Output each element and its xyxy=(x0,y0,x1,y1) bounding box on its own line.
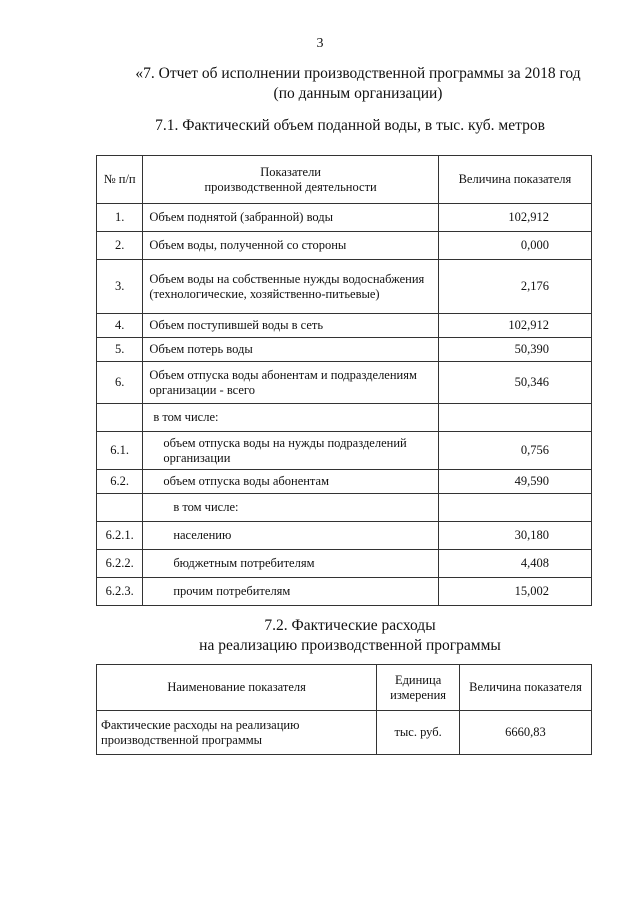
row-num: 6.2.1. xyxy=(97,522,143,550)
table-row xyxy=(97,232,592,260)
row-value xyxy=(438,404,591,432)
water-volume-table xyxy=(96,155,592,606)
row-name: объем отпуска воды на нужды подразделений организации xyxy=(143,432,439,470)
table-row xyxy=(97,314,592,338)
header-indicator xyxy=(143,156,439,204)
row-name: Объем отпуска воды абонентам и подразделениям организации - всего xyxy=(143,362,439,404)
row-name: Объем поднятой (забранной) воды xyxy=(143,204,439,232)
expenses-table xyxy=(96,664,592,755)
header-value: Величина показателя xyxy=(438,156,591,204)
table-row xyxy=(97,404,592,432)
row-value xyxy=(438,494,591,522)
section-2-title xyxy=(170,616,530,656)
table-row xyxy=(97,338,592,362)
row-num: 4. xyxy=(97,314,143,338)
row-num: 6.2.3. xyxy=(97,578,143,606)
row-value: 50,346 xyxy=(438,362,591,404)
row-num xyxy=(97,404,143,432)
row-name: Объем воды, полученной со стороны xyxy=(143,232,439,260)
row-name: в том числе: xyxy=(143,494,439,522)
table-row xyxy=(97,204,592,232)
row-num xyxy=(97,494,143,522)
header-unit-line-2: измерения xyxy=(390,687,447,702)
header-unit-line-1: Единица xyxy=(394,672,442,687)
header-value: Величина показателя xyxy=(459,665,591,711)
row-num: 6. xyxy=(97,362,143,404)
header-indicator-line-1: Показатели xyxy=(260,164,321,179)
section-2-title-line-2: на реализацию производственной программы xyxy=(199,637,501,654)
header-indicator-line-2: производственной деятельности xyxy=(204,179,377,194)
row-num: 2. xyxy=(97,232,143,260)
title-line-1: «7. Отчет об исполнении производственной программы за 2018 год xyxy=(135,65,581,82)
title-line-2: (по данным организации) xyxy=(273,85,443,102)
document-title xyxy=(118,64,598,104)
row-name: в том числе: xyxy=(143,404,439,432)
row-value: 2,176 xyxy=(438,260,591,314)
row-value: 4,408 xyxy=(438,550,591,578)
row-num: 5. xyxy=(97,338,143,362)
row-name: бюджетным потребителям xyxy=(143,550,439,578)
section-1-title: 7.1. Фактический объем поданной воды, в тыс. куб. метров xyxy=(155,117,545,134)
table-header-row xyxy=(97,665,592,711)
row-num: 6.2.2. xyxy=(97,550,143,578)
table-row xyxy=(97,470,592,494)
row-num: 6.2. xyxy=(97,470,143,494)
section-2-title-line-1: 7.2. Фактические расходы xyxy=(264,617,436,634)
row-name: объем отпуска воды абонентам xyxy=(143,470,439,494)
header-num: № п/п xyxy=(97,156,143,204)
row-value: 0,000 xyxy=(438,232,591,260)
table-header-row xyxy=(97,156,592,204)
header-unit xyxy=(377,665,460,711)
row-name: Объем воды на собственные нужды водоснабжения (технологические, хозяйственно-питьевые) xyxy=(143,260,439,314)
row-value: 6660,83 xyxy=(459,711,591,755)
row-num: 1. xyxy=(97,204,143,232)
row-name: Фактические расходы на реализацию производственной программы xyxy=(97,711,377,755)
table-row xyxy=(97,260,592,314)
table-row xyxy=(97,550,592,578)
page-number: 3 xyxy=(316,36,324,51)
row-value: 30,180 xyxy=(438,522,591,550)
table-row xyxy=(97,522,592,550)
table-row xyxy=(97,578,592,606)
row-unit: тыс. руб. xyxy=(377,711,460,755)
row-name: Объем поступившей воды в сеть xyxy=(143,314,439,338)
row-name: Объем потерь воды xyxy=(143,338,439,362)
header-indicator-name: Наименование показателя xyxy=(97,665,377,711)
table-row xyxy=(97,362,592,404)
row-name: населению xyxy=(143,522,439,550)
row-value: 49,590 xyxy=(438,470,591,494)
row-num: 6.1. xyxy=(97,432,143,470)
row-value: 15,002 xyxy=(438,578,591,606)
row-num: 3. xyxy=(97,260,143,314)
row-value: 102,912 xyxy=(438,314,591,338)
row-value: 50,390 xyxy=(438,338,591,362)
table-row xyxy=(97,432,592,470)
table-row xyxy=(97,494,592,522)
row-value: 0,756 xyxy=(438,432,591,470)
table-row xyxy=(97,711,592,755)
row-name: прочим потребителям xyxy=(143,578,439,606)
row-value: 102,912 xyxy=(438,204,591,232)
